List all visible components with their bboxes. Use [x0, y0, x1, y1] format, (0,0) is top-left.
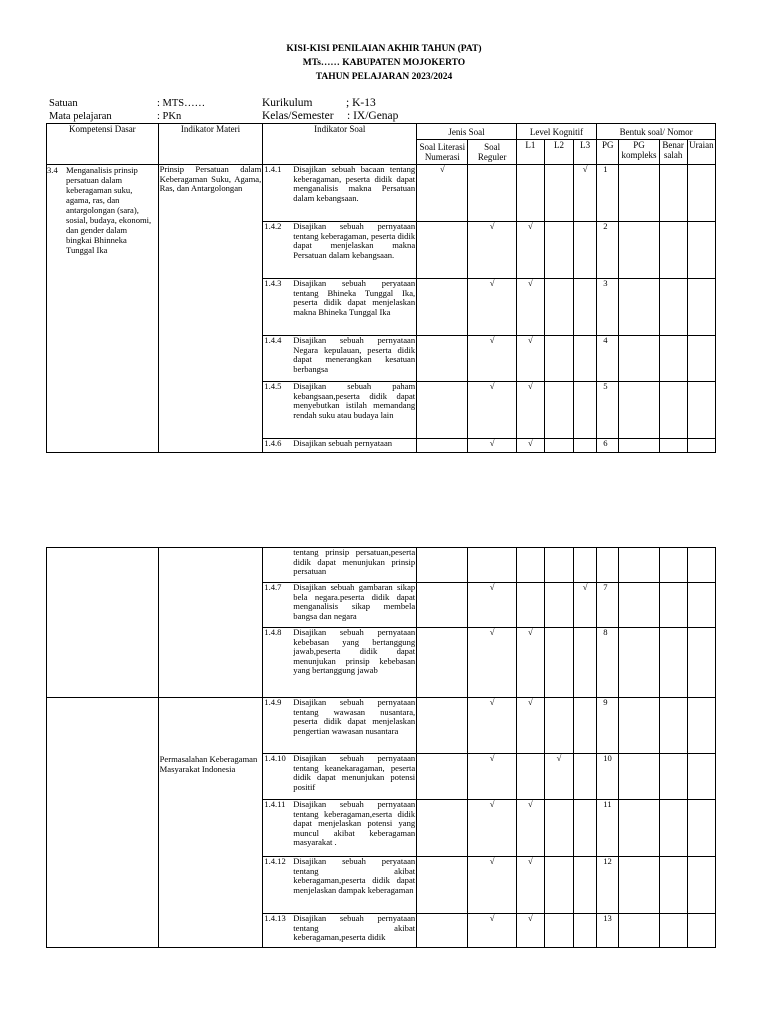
indikator-text: Disajikan sebuah pernyataan Negara kepulauan, peserta didik dapat menerangkan kesatuan berbangsa [293, 335, 416, 374]
header-l2: L2 [544, 140, 573, 165]
school-name: MTs…… KABUPATEN MOJOKERTO [302, 58, 466, 68]
kisi-kisi-table-page-2 [46, 547, 716, 948]
empty-cell [597, 548, 619, 583]
check-l1: √ [516, 279, 544, 336]
check-l2 [544, 222, 573, 279]
uraian-cell [687, 914, 715, 948]
uraian-cell [687, 800, 715, 857]
empty-cell [516, 548, 544, 583]
check-l2: √ [544, 754, 573, 800]
indikator-soal-cell [263, 754, 417, 800]
check-soal-literasi [417, 698, 468, 754]
empty-cell [687, 548, 715, 583]
materi-text: Prinsip Persatuan dalam Keberagaman Suku, Agama, Ras, dan Antargolongan [159, 164, 262, 194]
uraian-cell [687, 165, 715, 222]
pg-kompleks-cell [619, 628, 659, 698]
pg-kompleks-cell [619, 754, 659, 800]
check-soal-reguler: √ [468, 800, 516, 857]
header-pg-kompleks: PG kompleks [619, 140, 659, 165]
header-bentuk-soal: Bentuk soal/ Nomor [597, 124, 716, 140]
header-indikator-soal: Indikator Soal [263, 124, 417, 165]
check-soal-literasi [417, 914, 468, 948]
header-benar-salah: Benar salah [659, 140, 687, 165]
indikator-text: Disajikan sebuah gambaran sikap bela negara.peserta didik dapat menganalisis sikap membela bangsa dan negara [293, 582, 416, 621]
pg-kompleks-cell [619, 382, 659, 439]
empty-cell [544, 548, 573, 583]
satuan-label: Satuan [49, 98, 78, 109]
empty-cell [417, 548, 468, 583]
header-pg: PG [597, 140, 619, 165]
check-l2 [544, 336, 573, 382]
check-soal-reguler: √ [468, 583, 516, 628]
indikator-soal-cell [263, 698, 417, 754]
indikator-soal-cell [263, 382, 417, 439]
indikator-soal-cell [263, 857, 417, 914]
check-l2 [544, 698, 573, 754]
table-row [47, 698, 716, 754]
indikator-soal-cell [263, 336, 417, 382]
header-uraian: Uraian [687, 140, 715, 165]
indikator-text: Disajikan sebuah pernyataan [293, 438, 393, 448]
check-l2 [544, 165, 573, 222]
uraian-cell [687, 628, 715, 698]
check-l3 [574, 336, 597, 382]
header-soal-reguler: Soal Reguler [468, 140, 516, 165]
check-l3 [574, 628, 597, 698]
empty-cell [468, 548, 516, 583]
kisi-kisi-table-page-1 [46, 123, 716, 453]
check-l1 [516, 583, 544, 628]
check-l3: √ [574, 583, 597, 628]
check-soal-reguler [468, 165, 516, 222]
indikator-number: 1.4.4 [264, 335, 282, 345]
benar-salah-cell [659, 165, 687, 222]
check-l2 [544, 800, 573, 857]
pg-kompleks-cell [619, 336, 659, 382]
kd-text: Menganalisis prinsip persatuan dalam keberagaman suku, agama, ras, dan antargolongan (sara), sosial, budaya, ekonomi, dan gender dalam bingkai Bhinneka Tunggal Ika [66, 165, 152, 255]
satuan-value: : MTS…… [157, 98, 206, 109]
check-l3 [574, 279, 597, 336]
header-jenis-soal: Jenis Soal [417, 124, 517, 140]
check-l3 [574, 800, 597, 857]
materi-text: Permasalahan Keberagaman Masyarakat Indonesia [159, 754, 258, 774]
indikator-soal-cell [263, 628, 417, 698]
check-l3 [574, 382, 597, 439]
check-l1 [516, 754, 544, 800]
indikator-text: Disajikan sebuah pernyataan tentang keberagaman,eserta didik dapat menjelaskan potensi yang muncul akibat keberagaman masyarakat . [293, 799, 416, 848]
pg-kompleks-cell [619, 857, 659, 914]
pg-kompleks-cell [619, 914, 659, 948]
kompetensi-dasar-cell [47, 165, 159, 453]
indikator-number: 1.4.3 [264, 278, 282, 288]
header-soal-literasi: Soal Literasi Numerasi [417, 140, 468, 165]
uraian-cell [687, 754, 715, 800]
check-soal-literasi [417, 222, 468, 279]
check-l2 [544, 628, 573, 698]
pg-kompleks-cell [619, 698, 659, 754]
check-soal-literasi [417, 336, 468, 382]
check-l3: √ [574, 165, 597, 222]
kompetensi-dasar-cell [47, 698, 159, 948]
indikator-soal-cell [263, 165, 417, 222]
kurikulum-value: ; K-13 [346, 97, 376, 109]
document-title: KISI-KISI PENILAIAN AKHIR TAHUN (PAT) [286, 44, 482, 54]
check-l3 [574, 754, 597, 800]
kelas-label: Kelas/Semester [262, 110, 334, 122]
indikator-soal-cell [263, 439, 417, 453]
indikator-text: tentang prinsip persatuan,peserta didik dapat menunjukan prinsip persatuan [293, 547, 416, 577]
table-row [47, 165, 716, 222]
indikator-materi-cell [158, 698, 263, 948]
indikator-number: 1.4.10 [264, 753, 286, 763]
benar-salah-cell [659, 439, 687, 453]
check-l3 [574, 857, 597, 914]
check-l1: √ [516, 857, 544, 914]
header-kompetensi-dasar: Kompetensi Dasar [47, 124, 159, 165]
indikator-number: 1.4.2 [264, 221, 282, 231]
indikator-number: 1.4.13 [264, 913, 286, 923]
pg-number: 4 [597, 336, 619, 382]
empty-cell [619, 548, 659, 583]
header-indikator-materi: Indikator Materi [158, 124, 263, 165]
kd-number: 3.4 [47, 165, 58, 175]
pg-kompleks-cell [619, 583, 659, 628]
indikator-number: 1.4.5 [264, 381, 282, 391]
indikator-soal-cell [263, 222, 417, 279]
check-l1: √ [516, 382, 544, 439]
mapel-value: : PKn [157, 111, 182, 122]
indikator-text: Disajikan sebuah paham kebangsaan,peserta didik dapat menyebutkan istilah memandang rendah suku atau budaya lain [293, 381, 416, 420]
pg-number: 3 [597, 279, 619, 336]
pg-number: 9 [597, 698, 619, 754]
check-soal-reguler: √ [468, 754, 516, 800]
indikator-soal-cell [263, 279, 417, 336]
check-l3 [574, 698, 597, 754]
pg-kompleks-cell [619, 222, 659, 279]
check-soal-reguler: √ [468, 382, 516, 439]
check-l1: √ [516, 628, 544, 698]
benar-salah-cell [659, 628, 687, 698]
uraian-cell [687, 698, 715, 754]
indikator-number: 1.4.9 [264, 697, 282, 707]
check-soal-literasi [417, 583, 468, 628]
benar-salah-cell [659, 698, 687, 754]
check-l1: √ [516, 914, 544, 948]
header-l1: L1 [516, 140, 544, 165]
uraian-cell [687, 857, 715, 914]
benar-salah-cell [659, 914, 687, 948]
check-l1: √ [516, 439, 544, 453]
indikator-soal-cell [263, 583, 417, 628]
benar-salah-cell [659, 279, 687, 336]
check-soal-literasi [417, 800, 468, 857]
indikator-text: Disajikan sebuah peryataan tentang akibat keberagaman,peserta didik dapat menjelaskan dampak keberagaman [293, 856, 416, 895]
pg-kompleks-cell [619, 279, 659, 336]
check-l1 [516, 165, 544, 222]
pg-number: 7 [597, 583, 619, 628]
benar-salah-cell [659, 382, 687, 439]
check-soal-reguler: √ [468, 279, 516, 336]
benar-salah-cell [659, 800, 687, 857]
indikator-number: 1.4.8 [264, 627, 282, 637]
uraian-cell [687, 382, 715, 439]
check-soal-literasi [417, 382, 468, 439]
check-l1: √ [516, 698, 544, 754]
uraian-cell [687, 439, 715, 453]
kelas-value: : IX/Genap [347, 110, 399, 122]
check-soal-literasi [417, 628, 468, 698]
check-soal-reguler: √ [468, 222, 516, 279]
indikator-text: Disajikan sebuah peryataan tentang Bhineka Tunggal Ika, peserta didik dapat menjelaskan makna Bhineka Tunggal Ika [293, 278, 416, 317]
indikator-text: Disajikan sebuah pernyataan tentang akibat keberagaman,peserta didik [293, 913, 416, 943]
indikator-number: 1.4.7 [264, 582, 282, 592]
indikator-number: 1.4.11 [264, 799, 286, 809]
check-l2 [544, 914, 573, 948]
indikator-soal-cell [263, 548, 417, 583]
check-l2 [544, 382, 573, 439]
uraian-cell [687, 279, 715, 336]
benar-salah-cell [659, 754, 687, 800]
check-l2 [544, 857, 573, 914]
indikator-number: 1.4.6 [264, 438, 282, 448]
indikator-materi-cell [158, 165, 263, 453]
pg-number: 11 [597, 800, 619, 857]
header-l3: L3 [574, 140, 597, 165]
pg-number: 12 [597, 857, 619, 914]
indikator-text: Disajikan sebuah pernyataan tentang wawasan nusantara, peserta didik dapat menjelaskan pengertian wawasan nusantara [293, 697, 416, 736]
empty-cell [659, 548, 687, 583]
indikator-materi-cell [158, 548, 263, 698]
kompetensi-dasar-cell [47, 548, 159, 698]
uraian-cell [687, 336, 715, 382]
pg-kompleks-cell [619, 800, 659, 857]
check-l3 [574, 914, 597, 948]
benar-salah-cell [659, 857, 687, 914]
check-soal-literasi [417, 754, 468, 800]
pg-kompleks-cell [619, 165, 659, 222]
check-soal-reguler: √ [468, 914, 516, 948]
check-soal-literasi [417, 439, 468, 453]
pg-number: 1 [597, 165, 619, 222]
pg-number: 8 [597, 628, 619, 698]
check-l2 [544, 583, 573, 628]
pg-number: 6 [597, 439, 619, 453]
indikator-text: Disajikan sebuah pernyataan kebebasan yang bertanggung jawab,peserta didik dapat menunjukan prinsip kebebasan yang bertanggung jawab [293, 627, 416, 676]
check-l3 [574, 439, 597, 453]
pg-kompleks-cell [619, 439, 659, 453]
academic-year: TAHUN PELAJARAN 2023/2024 [315, 72, 453, 82]
empty-cell [574, 548, 597, 583]
benar-salah-cell [659, 336, 687, 382]
check-soal-literasi [417, 279, 468, 336]
mapel-label: Mata pelajaran [49, 111, 112, 122]
indikator-text: Disajikan sebuah bacaan tentang keberagaman, peserta didik dapat menganalisis makna Persatuan dalam kebangsaan. [293, 164, 416, 203]
benar-salah-cell [659, 583, 687, 628]
indikator-text: Disajikan sebuah pernyataan tentang keanekaragaman, peserta didik dapat menunjukan potensi positif [293, 753, 416, 792]
benar-salah-cell [659, 222, 687, 279]
check-soal-reguler: √ [468, 857, 516, 914]
uraian-cell [687, 222, 715, 279]
pg-number: 5 [597, 382, 619, 439]
check-soal-reguler: √ [468, 439, 516, 453]
check-soal-literasi: √ [417, 165, 468, 222]
check-l1: √ [516, 336, 544, 382]
check-soal-literasi [417, 857, 468, 914]
table-row [47, 548, 716, 583]
check-l3 [574, 222, 597, 279]
indikator-number: 1.4.1 [264, 164, 282, 174]
pg-number: 13 [597, 914, 619, 948]
check-soal-reguler: √ [468, 628, 516, 698]
kurikulum-label: Kurikulum [262, 97, 313, 109]
check-l1: √ [516, 800, 544, 857]
uraian-cell [687, 583, 715, 628]
indikator-text: Disajikan sebuah pernyataan tentang keberagaman, peserta didik dapat menjelaskan makna Persatuan dalam kebangsaan. [293, 221, 416, 260]
check-l2 [544, 439, 573, 453]
header-level-kognitif: Level Kognitif [516, 124, 596, 140]
pg-number: 10 [597, 754, 619, 800]
indikator-soal-cell [263, 800, 417, 857]
check-l1: √ [516, 222, 544, 279]
pg-number: 2 [597, 222, 619, 279]
check-soal-reguler: √ [468, 336, 516, 382]
indikator-soal-cell [263, 914, 417, 948]
check-l2 [544, 279, 573, 336]
indikator-number: 1.4.12 [264, 856, 286, 866]
check-soal-reguler: √ [468, 698, 516, 754]
